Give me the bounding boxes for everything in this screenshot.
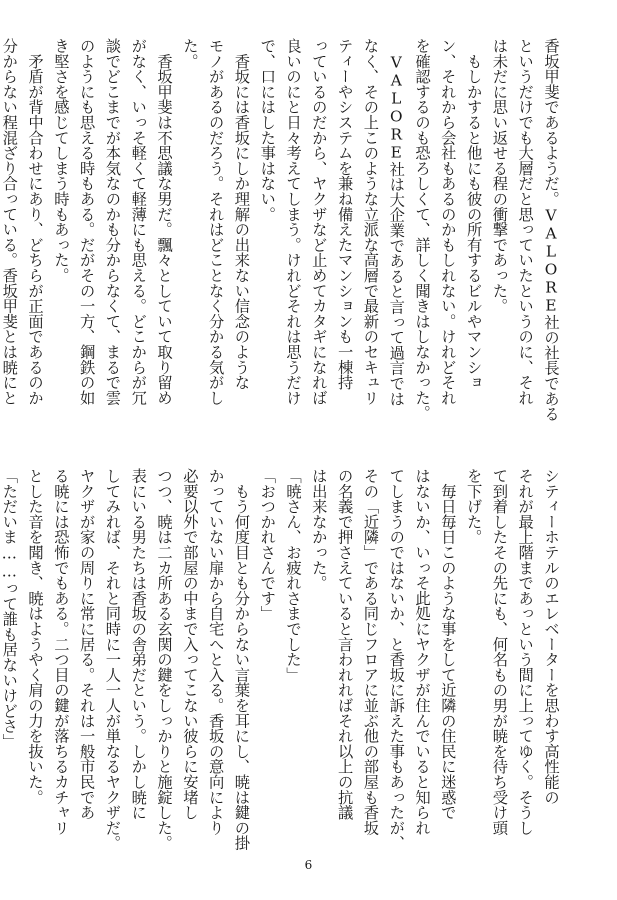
text-line: ティーやシステムを兼ね備えたマンションも一棟持 [335, 38, 354, 390]
text-line: を下げた。 [464, 468, 483, 545]
text-line: で、口にはした事はない。 [258, 38, 277, 222]
text-line: ン、それから会社もあるのかもしれない。けれどそれ [438, 38, 457, 406]
text-line: モノがあるのだろう。それはどことなく分かる気がし [206, 38, 225, 406]
text-line: それが最上階まであっという間に上ってゆく。そうし [516, 468, 535, 836]
text-line: 良いのにと日々考えてしまう。けれどそれは思うだけ [284, 38, 303, 406]
text-line: を確認するのも恐ろしくて、詳しく聞きはしなかった。 [413, 38, 432, 421]
text-line: とした音を聞き、暁はようやく肩の力を抜いた。 [26, 468, 45, 805]
text-line: ヤクザが家の周りに常に居る。それは一般市民であ [77, 468, 96, 820]
text-line: もしかすると他にも彼の所有するビルやマンショ [464, 38, 483, 390]
lower-text-block [0, 468, 563, 851]
text-line: 分からない程混ざり合っている。香坂甲斐とは暁にと [0, 38, 19, 406]
text-line: つつ、暁は二カ所ある玄関の鍵をしっかりと施錠した。 [155, 468, 174, 851]
text-line: 香坂甲斐は不思議な男だ。飄々としていて取り留め [155, 38, 174, 406]
text-line: てしまうのではないか、と香坂に訴えた事もあったが、 [387, 468, 406, 851]
text-line: なく、その上このような立派な高層で最新のセキュリ [361, 38, 380, 406]
text-line: っているのだから、ヤクザなど止めてカタギになれば [309, 38, 328, 406]
text-line: 「暁さん、お疲れさまでした」 [284, 468, 303, 683]
text-line: 「ただいま……って誰も居ないけどさ」 [0, 468, 19, 749]
text-line: 香坂甲斐であるようだ。VALORE社の社長である [542, 38, 560, 422]
text-line: してみれば、それと同時に一人一人が単なるヤクザだ。 [103, 468, 122, 851]
text-line: た。 [180, 38, 199, 69]
text-line: 毎日毎日このような事をして近隣の住民に迷惑で [438, 468, 457, 820]
text-line: 矛盾が背中合わせにあり、どちらが正面であるのか [26, 38, 45, 406]
text-line: は未だに思い返せる程の衝撃であった。 [490, 38, 509, 314]
text-line: はないか、いっそ此処にヤクザが住んでいると知られ [413, 468, 432, 836]
text-line: シティーホテルのエレベーターを思わす高性能の [542, 468, 560, 805]
text-line: て到着したその先にも、何名もの男が暁を待ち受け頭 [490, 468, 509, 836]
text-line: というだけでも大層だと思っていたというのに、それ [516, 38, 535, 406]
text-line: 「おつかれさんです」 [258, 468, 277, 621]
text-line: もう何度目とも分からない言葉を耳にし、暁は鍵の掛 [232, 468, 251, 851]
text-line: る暁には恐怖でもある。二つ目の鍵が落ちるカチャリ [51, 468, 70, 836]
text-line: がなく、いっそ軽くて軽薄にも思える。どこからが冗 [129, 38, 148, 406]
text-line: かっていない扉から自宅へと入る。香坂の意向により [206, 468, 225, 836]
upper-text-block [0, 38, 563, 422]
text-line: その「近隣」である同じフロアに並ぶ他の部屋も香坂 [361, 468, 380, 836]
text-line: 談でどこまでが本気なのかも分からなくて、まるで雲 [103, 38, 122, 406]
text-line: 香坂には香坂にしか理解の出来ない信念のような [232, 38, 251, 390]
page-number: 6 [304, 858, 313, 872]
text-line: 表にいる男たちは香坂の舎弟だという。しかし暁に [129, 468, 148, 820]
text-line: は出来なかった。 [309, 468, 328, 591]
text-line: の名義で押さえていると言われればそれ以上の抗議 [335, 468, 354, 820]
text-line: VALORE社は大企業であると言って過言では [387, 38, 406, 407]
text-line: き堅さを感じてしまう時もあった。 [51, 38, 70, 283]
text-line: のようにも思える時もある。だがその一方、鋼鉄の如 [77, 38, 96, 406]
text-line: 必要以外で部屋の中まで入ってこない彼らに安堵し [180, 468, 199, 820]
